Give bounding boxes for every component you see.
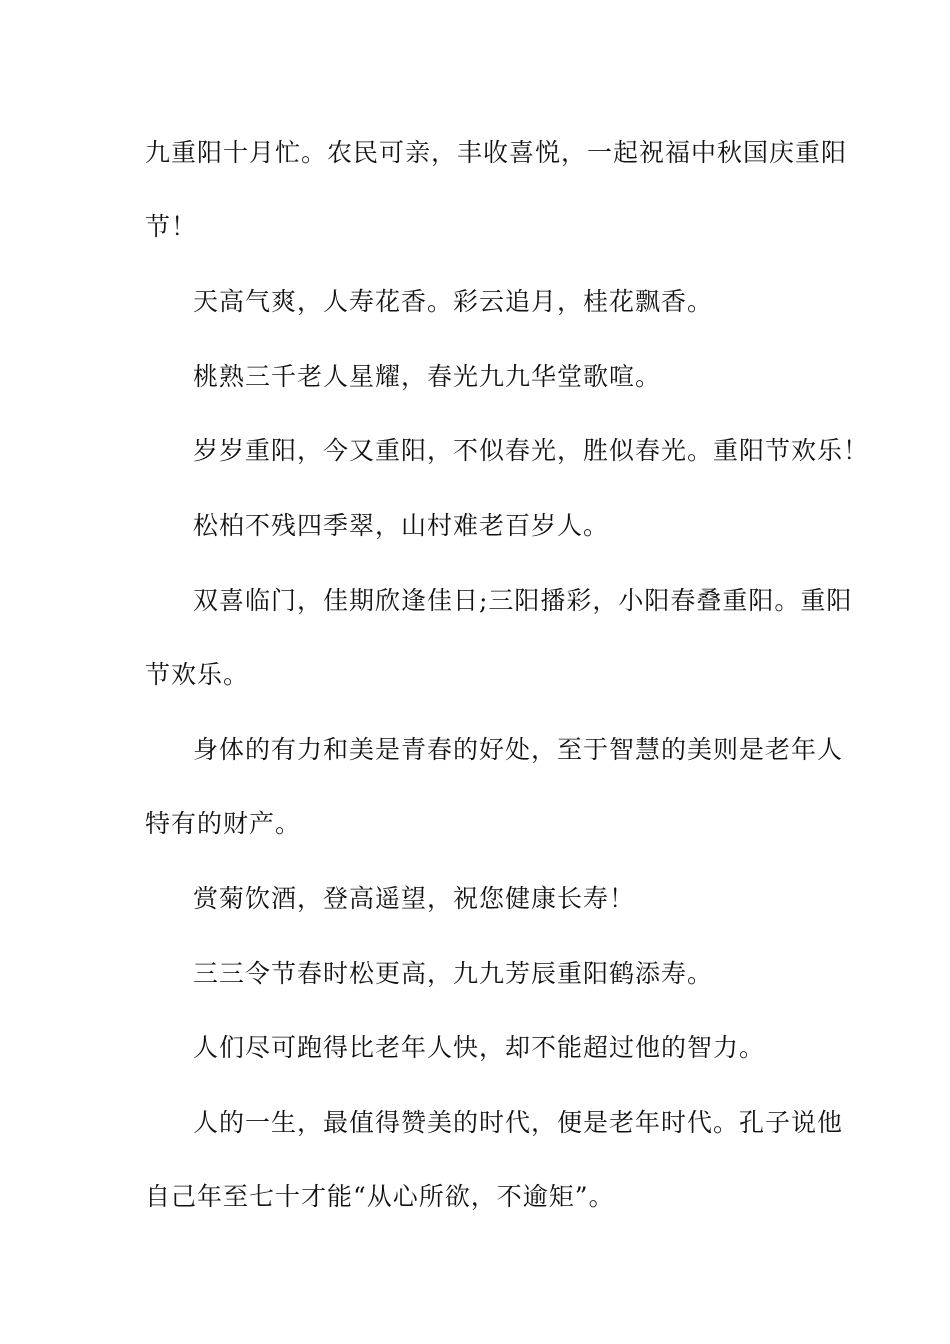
text-line: 人的一生，最值得赞美的时代，便是老年时代。孔子说他 [193, 1108, 844, 1137]
text-line: 三三令节春时松更高，九九芳辰重阳鹤添寿。 [193, 959, 714, 988]
text-line: 赏菊饮酒，登高遥望，祝您健康长寿！ [193, 884, 636, 913]
text-line: 双喜临门，佳期欣逢佳日;三阳播彩，小阳春叠重阳。重阳 [193, 586, 853, 615]
text-line: 人们尽可跑得比老年人快，却不能超过他的智力。 [193, 1033, 766, 1062]
text-line: 松柏不残四季翠，山村难老百岁人。 [193, 511, 610, 540]
text-line: 天高气爽，人寿花香。彩云追月，桂花飘香。 [193, 287, 714, 316]
text-line: 桃熟三千老人星耀，春光九九华堂歌喧。 [193, 362, 662, 391]
text-line: 九重阳十月忙。农民可亲，丰收喜悦，一起祝福中秋国庆重阳 [145, 138, 848, 167]
text-line: 节欢乐。 [145, 660, 250, 689]
text-line: 自己年至七十才能“从心所欲，不逾矩”。 [145, 1182, 615, 1211]
text-line: 特有的财产。 [145, 809, 302, 838]
text-line: 身体的有力和美是青春的好处，至于智慧的美则是老年人 [193, 735, 844, 764]
text-line: 节！ [145, 212, 198, 241]
text-line: 岁岁重阳，今又重阳，不似春光，胜似春光。重阳节欢乐！ [193, 436, 870, 465]
